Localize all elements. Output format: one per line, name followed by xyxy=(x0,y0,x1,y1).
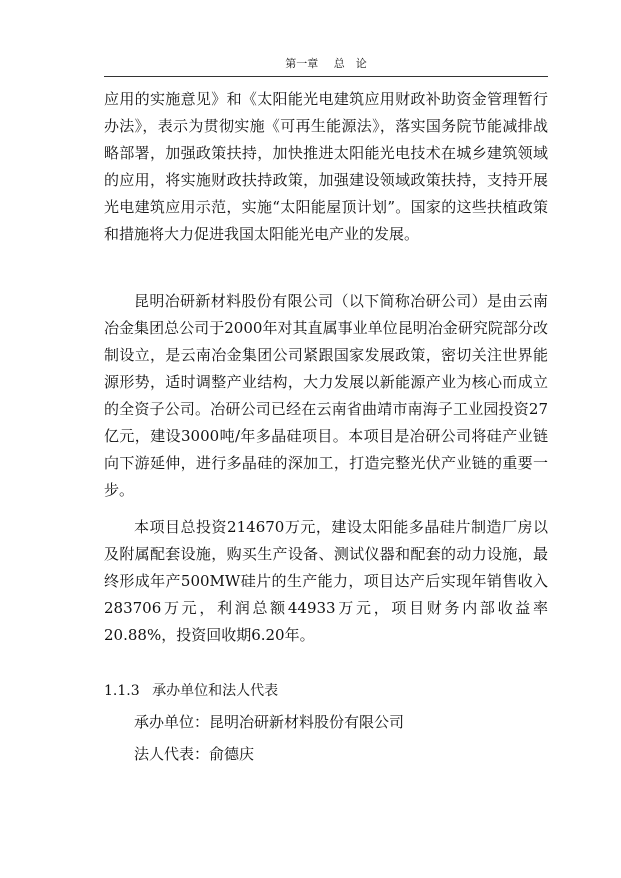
paragraph-company: 昆明冶研新材料股份有限公司（以下简称冶研公司）是由云南冶金集团总公司于2000年对其直属事业单位昆明冶金研究院部分改制设立，是云南冶金集团公司紧跟国家发展政策，密切关注世界能源形势，适时调整产业结构，大力发展以新能源产业为核心而成立的全资子公司。冶研公司已经在云南省曲靖市南海子工业园投资27亿元，建设3000吨/年多晶硅项目。本项目是冶研公司将硅产业链向下游延伸，进行多晶硅的深加工，打造完整光伏产业链的重要一步。 xyxy=(104,292,548,499)
running-header xyxy=(104,56,548,77)
paragraph-block-3 xyxy=(104,514,548,649)
legal-rep-label: 法人代表： xyxy=(134,745,210,763)
undertaker-line xyxy=(134,710,404,734)
legal-rep-value: 俞德庆 xyxy=(209,745,255,763)
undertaker-value: 昆明冶研新材料股份有限公司 xyxy=(209,713,405,731)
paragraph-policy: 应用的实施意见》和《太阳能光电建筑应用财政补助资金管理暂行办法》，表示为贯彻实施《可再生能源法》，落实国务院节能减排战略部署，加强政策扶持，加快推进太阳能光电技术在城乡建筑领域的应用，将实施财政扶持政策，加强建设领域政策扶持，支持开展光电建筑应用示范，实施“太阳能屋顶计划”。国家的这些扶植政策和措施将大力促进我国太阳能光电产业的发展。 xyxy=(104,90,548,243)
header-title: 总 论 xyxy=(333,57,367,70)
paragraph-investment: 本项目总投资214670万元，建设太阳能多晶硅片制造厂房以及附属配套设施，购买生产设备、测试仪器和配套的动力设施，最终形成年产500MW硅片的生产能力，项目达产后实现年销售收入283706万元，利润总额44933万元，项目财务内部收益率20.88%，投资回收期6.20年。 xyxy=(104,518,548,644)
section-heading xyxy=(104,679,278,703)
paragraph-block-2 xyxy=(104,288,548,504)
undertaker-label: 承办单位： xyxy=(134,713,210,731)
paragraph-block-1 xyxy=(104,86,548,248)
header-chapter: 第一章 xyxy=(285,57,319,70)
section-title: 承办单位和法人代表 xyxy=(152,683,279,699)
section-number: 1.1.3 xyxy=(104,683,140,699)
legal-rep-line xyxy=(134,742,254,766)
